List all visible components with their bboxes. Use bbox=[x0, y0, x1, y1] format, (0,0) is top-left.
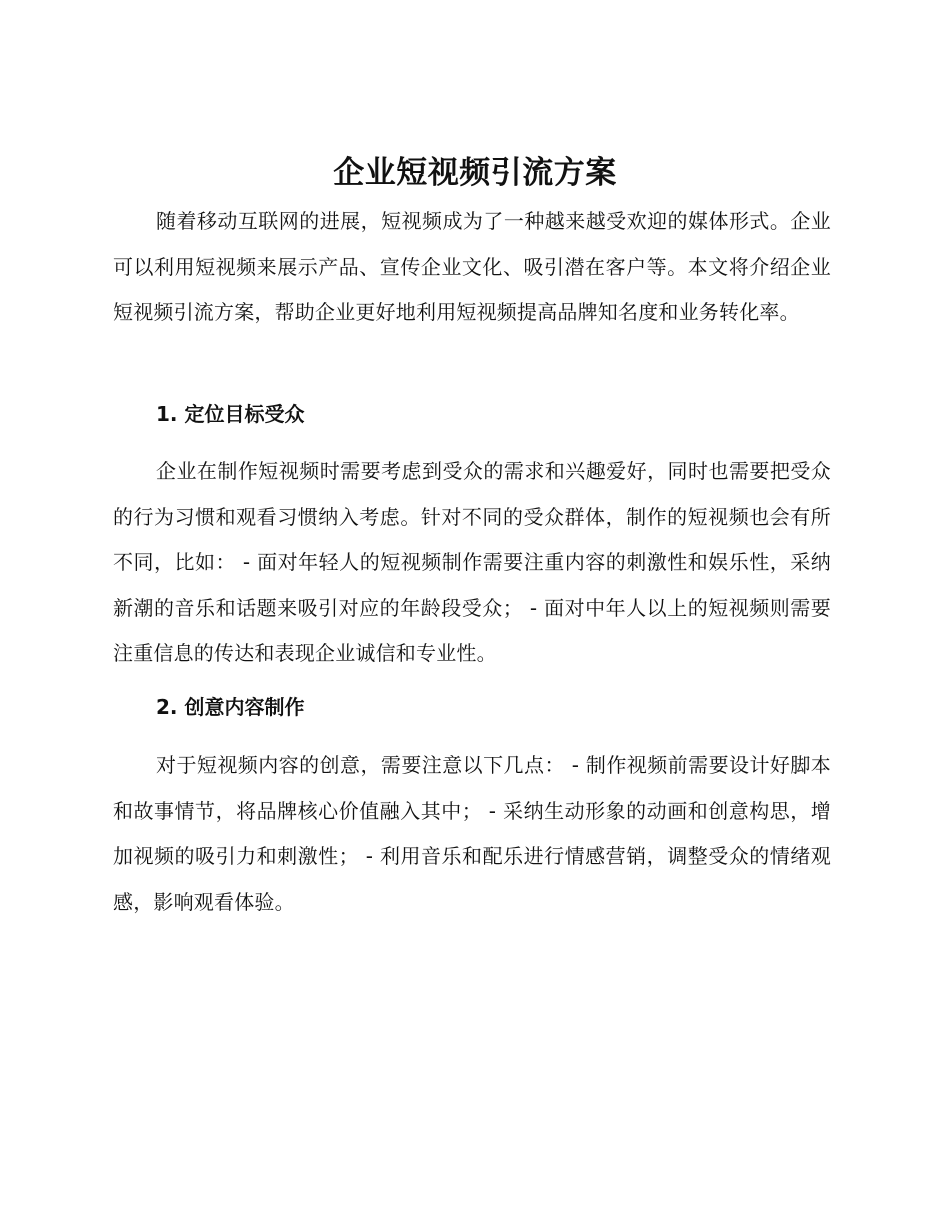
section-heading-target-audience: 1. 定位目标受众 bbox=[156, 402, 305, 426]
section-body-target-audience: 企业在制作短视频时需要考虑到受众的需求和兴趣爱好，同时也需要把受众的行为习惯和观看习惯纳入考虑。针对不同的受众群体，制作的短视频也会有所不同，比如： - 面对年轻人的短视频制作需要注重内容的刺激性和娱乐性，采纳新潮的音乐和话题来吸引对应的年龄段受众； - 面对中年人以上的短视频则需要注重信息的传达和表现企业诚信和专业性。 bbox=[113, 459, 831, 665]
section-heading-creative-content: 2. 创意内容制作 bbox=[156, 695, 305, 719]
section-body-creative-content: 对于短视频内容的创意，需要注意以下几点： - 制作视频前需要设计好脚本和故事情节，将品牌核心价值融入其中； - 采纳生动形象的动画和创意构思，增加视频的吸引力和刺激性； - 利用音乐和配乐进行情感营销，调整受众的情绪观感，影响观看体验。 bbox=[113, 753, 831, 914]
document-title: 企业短视频引流方案 bbox=[333, 155, 617, 191]
intro-paragraph: 随着移动互联网的进展，短视频成为了一种越来越受欢迎的媒体形式。企业可以利用短视频来展示产品、宣传企业文化、吸引潜在客户等。本文将介绍企业短视频引流方案，帮助企业更好地利用短视频提高品牌知名度和业务转化率。 bbox=[113, 209, 831, 324]
